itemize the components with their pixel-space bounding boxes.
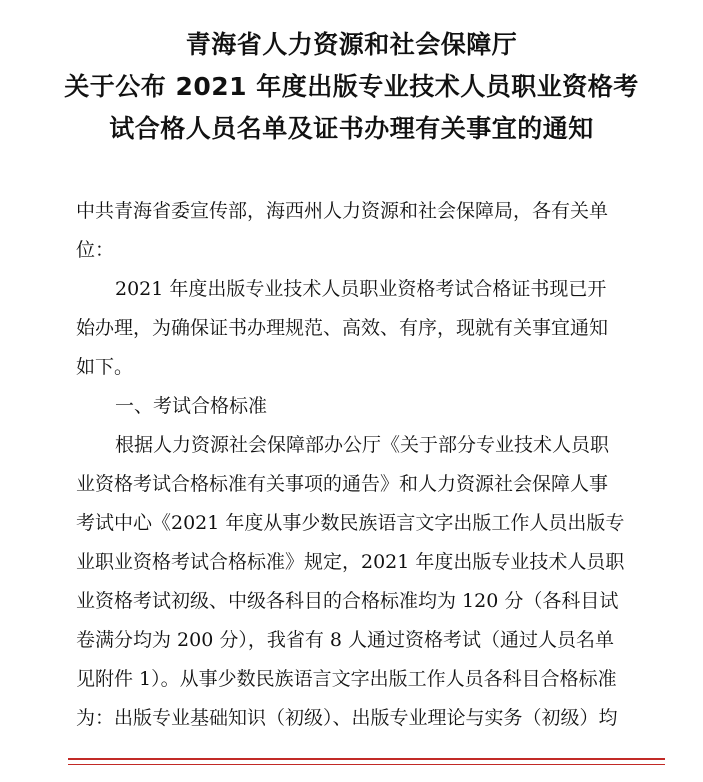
- title-line-1: 青海省人力资源和社会保障厅: [185, 30, 518, 59]
- salutation-line-2: 位：: [76, 239, 115, 261]
- document-body: [76, 192, 666, 738]
- red-divider-line-thin: [68, 764, 665, 765]
- paragraph2-line-5: 业资格考试初级、中级各科目的合格标准均为 120 分（各科目试: [76, 590, 619, 612]
- title-line-2: 关于公布 2021 年度出版专业技术人员职业资格考: [64, 72, 639, 101]
- paragraph2-line-1: 根据人力资源社会保障部办公厅《关于部分专业技术人员职: [115, 434, 610, 456]
- salutation-line-1: 中共青海省委宣传部，海西州人力资源和社会保障局，各有关单: [76, 200, 609, 222]
- paragraph1-line-1: 2021 年度出版专业技术人员职业资格考试合格证书现已开: [115, 278, 607, 300]
- title-line-3: 试合格人员名单及证书办理有关事宜的通知: [109, 114, 594, 143]
- paragraph2-line-7: 见附件 1）。从事少数民族语言文字出版工作人员各科目合格标准: [76, 668, 617, 690]
- paragraph1-line-3: 如下。: [76, 356, 134, 378]
- paragraph2-line-6: 卷满分均为 200 分），我省有 8 人通过资格考试（通过人员名单: [76, 629, 615, 651]
- paragraph1-line-2: 始办理，为确保证书办理规范、高效、有序，现就有关事宜通知: [76, 317, 609, 339]
- paragraph2-line-8: 为：出版专业基础知识（初级）、出版专业理论与实务（初级）均: [76, 707, 618, 729]
- red-divider-line: [68, 758, 665, 760]
- paragraph2-line-3: 考试中心《2021 年度从事少数民族语言文字出版工作人员出版专: [76, 512, 625, 534]
- paragraph2-line-2: 业资格考试合格标准有关事项的通告》和人力资源社会保障人事: [76, 473, 609, 495]
- section1-heading: 一、考试合格标准: [115, 395, 268, 417]
- paragraph2-line-4: 业职业资格考试合格标准》规定，2021 年度出版专业技术人员职: [76, 551, 625, 573]
